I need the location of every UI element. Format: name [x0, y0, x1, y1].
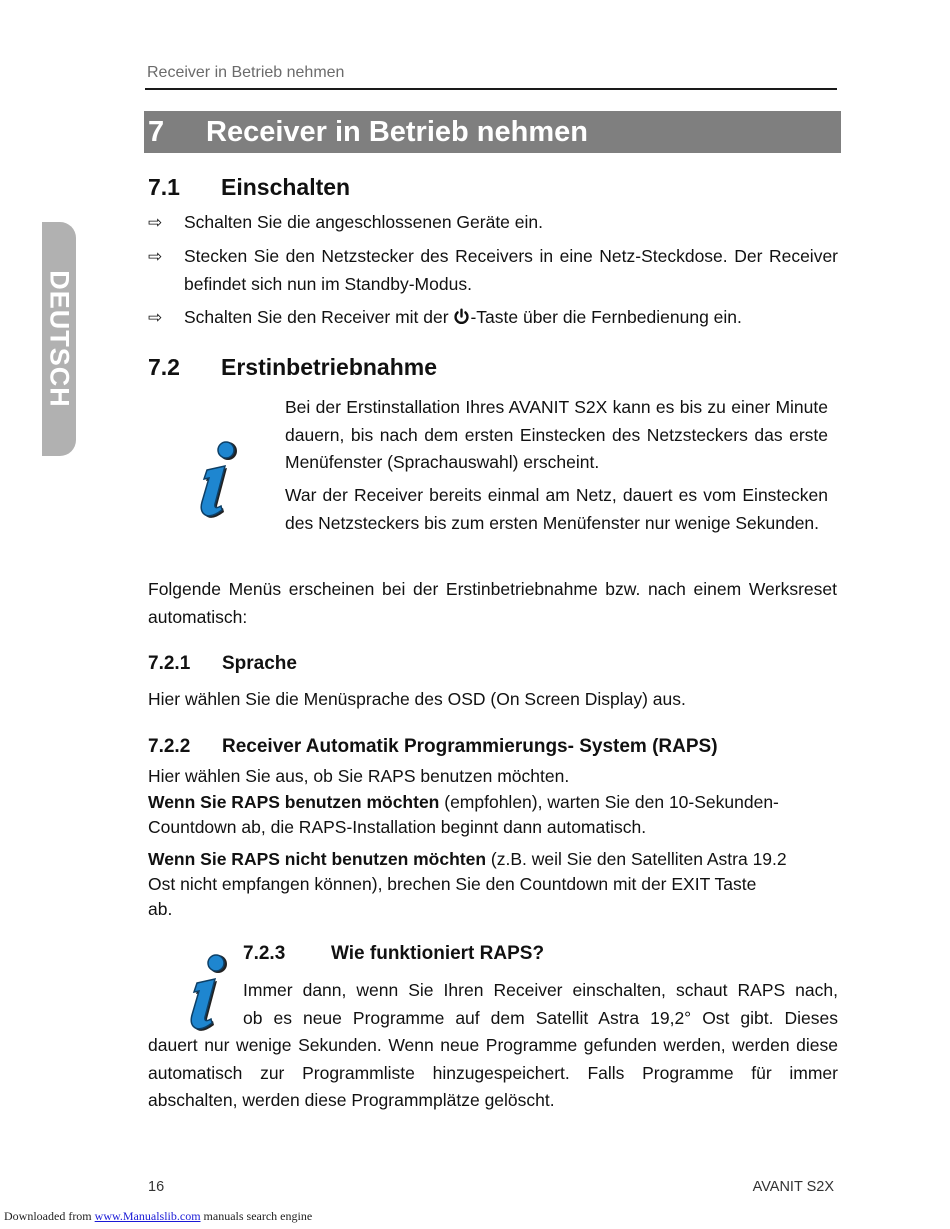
chapter-title: Receiver in Betrieb nehmen [206, 116, 588, 148]
list-item [148, 209, 838, 237]
text-run: (empfohlen), warten Sie den 10-Sekunden- [439, 792, 779, 812]
subsection-heading-7-2-2 [148, 736, 837, 762]
text-line: Ost nicht empfangen können), brechen Sie den Countdown mit der EXIT Taste [148, 874, 757, 894]
subsection-heading-7-2-3 [243, 943, 743, 969]
download-suffix: manuals search engine [203, 1209, 313, 1223]
text-after-power: -Taste über die Fernbedienung ein. [470, 307, 742, 327]
intro-paragraph: Folgende Menüs erscheinen bei der Erstinbetriebnahme bzw. nach einem Werksreset automatisch: [148, 579, 837, 627]
arrow-right-outline-icon: ⇨ [148, 213, 163, 232]
bold-phrase: Wenn Sie RAPS nicht benutzen möchten [148, 849, 487, 869]
list-item-text [184, 304, 838, 334]
text-line: ab. [148, 899, 173, 919]
list-item-text: Stecken Sie den Netzstecker des Receivers in eine Netz-Steckdose. Der Receiver befindet sich nun im Standby-Modus. [184, 246, 838, 294]
running-header: Receiver in Betrieb nehmen [147, 64, 345, 81]
download-prefix: Downloaded from [4, 1209, 92, 1223]
section-heading-7-1 [148, 174, 548, 204]
paragraph: dauert nur wenige Sekunden. Wenn neue Programme gefunden werden, werden diese automatisch zur Programmliste hinzugespeichert. Falls Programme für immer abschalten, werden diese Programmplätze gelöscht. [148, 1035, 838, 1110]
info-paragraph: War der Receiver bereits einmal am Netz, dauert es vom Einstecken des Netzsteckers bis zum ersten Menüfenster nur wenige Sekunden. [285, 485, 828, 533]
text-line: Immer dann, wenn Sie Ihren Receiver einschalten, schaut RAPS nach, [243, 980, 838, 1000]
text-line [148, 847, 840, 872]
subsection-number: 7.2.2 [148, 736, 191, 757]
language-side-tab [42, 222, 76, 456]
product-name: AVANIT S2X [752, 1179, 834, 1195]
side-tab-label: DEUTSCH [44, 270, 75, 408]
header-rule [145, 88, 837, 90]
text-line: Countdown ab, die RAPS-Installation beginnt dann automatisch. [148, 817, 647, 837]
manualslib-link[interactable]: www.Manualslib.com [94, 1209, 201, 1223]
section-number: 7.2 [148, 354, 180, 380]
info-i-icon [195, 440, 239, 520]
subsection-title: Wie funktioniert RAPS? [331, 943, 545, 964]
paragraph [148, 790, 840, 840]
subsection-title: Sprache [222, 653, 297, 674]
text-run: (z.B. weil Sie den Satelliten Astra 19.2 [486, 849, 787, 869]
subsection-title: Receiver Automatik Programmierungs- System (RAPS) [222, 736, 718, 757]
info-i-icon [185, 953, 229, 1033]
section-title: Erstinbetriebnahme [221, 354, 437, 380]
text-before-power: Schalten Sie den Receiver mit der [184, 307, 449, 327]
subsection-number: 7.2.1 [148, 653, 191, 674]
download-note [4, 1209, 312, 1224]
section-heading-7-2 [148, 354, 548, 384]
chapter-number: 7 [148, 116, 165, 148]
chapter-heading [144, 111, 841, 153]
subsection-number: 7.2.3 [243, 943, 286, 964]
paragraph: Hier wählen Sie aus, ob Sie RAPS benutzen möchten. [148, 766, 570, 786]
paragraph: Hier wählen Sie die Menüsprache des OSD (On Screen Display) aus. [148, 689, 686, 709]
info-paragraph: Bei der Erstinstallation Ihres AVANIT S2X kann es bis zu einer Minute dauern, bis nach dem ersten Einstecken des Netzsteckers das erste Menüfenster (Sprachauswahl) erscheint. [285, 397, 828, 472]
list-item-text: Schalten Sie die angeschlossenen Geräte ein. [184, 212, 543, 232]
paragraph [148, 847, 840, 922]
arrow-right-outline-icon: ⇨ [148, 308, 163, 327]
text-line [148, 790, 840, 815]
arrow-right-outline-icon: ⇨ [148, 247, 163, 266]
section-title: Einschalten [221, 174, 351, 200]
subsection-heading-7-2-1 [148, 653, 548, 679]
bold-phrase: Wenn Sie RAPS benutzen möchten [148, 792, 440, 812]
list-item [148, 304, 838, 332]
text-line: ob es neue Programme auf dem Satellit Astra 19,2° Ost gibt. Dieses [243, 1008, 838, 1028]
page-number: 16 [148, 1179, 165, 1195]
section-number: 7.1 [148, 174, 180, 200]
power-icon [453, 306, 470, 334]
list-item [148, 243, 838, 299]
